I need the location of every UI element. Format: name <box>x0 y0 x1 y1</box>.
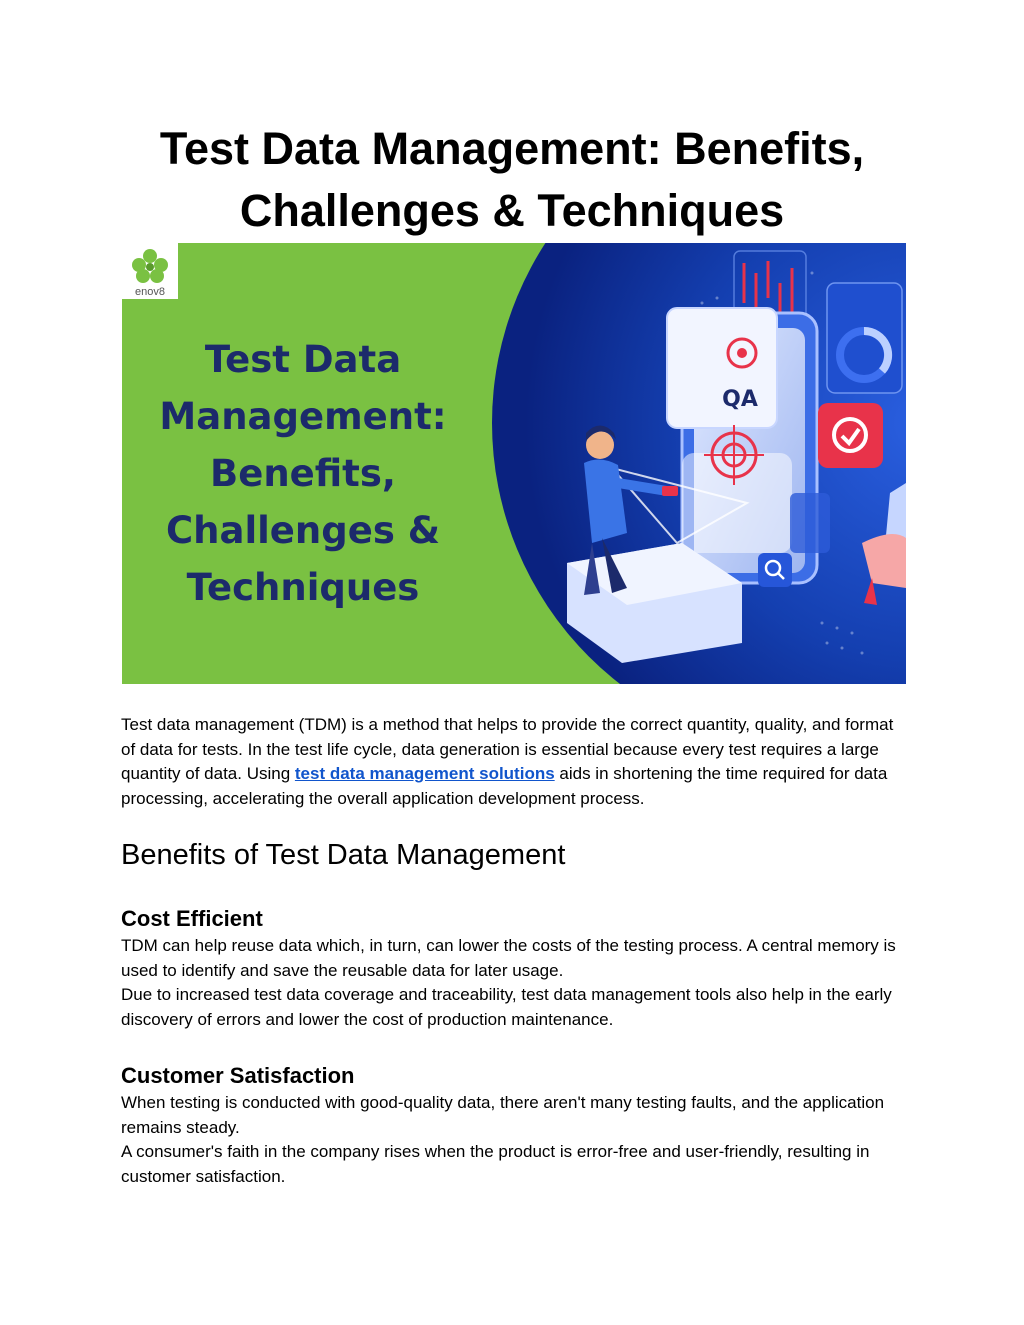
title-line-1: Test Data Management: Benefits, <box>159 123 865 174</box>
qa-card <box>667 308 777 428</box>
cost-efficient-heading: Cost Efficient <box>121 906 263 931</box>
banner-heading-line-3: Benefits, <box>210 452 396 495</box>
customer-satisfaction-paragraph-2: A consumer's faith in the company rises when the product is error-free and user-friendly, resulting in customer satisfaction. <box>121 1142 870 1186</box>
search-icon <box>758 553 792 587</box>
customer-satisfaction-heading: Customer Satisfaction <box>121 1063 355 1088</box>
check-icon <box>818 403 883 468</box>
logo-text: enov8 <box>135 286 165 298</box>
title-line-2: Challenges & Techniques <box>239 185 785 236</box>
banner-heading-line-1: Test Data <box>204 338 402 381</box>
banner-illustration <box>122 243 906 684</box>
donut-chart-icon <box>827 283 902 393</box>
benefits-heading: Benefits of Test Data Management <box>121 839 566 871</box>
banner-heading-line-4: Challenges & <box>165 509 441 552</box>
document-title <box>0 118 1024 242</box>
intro-paragraph <box>121 713 911 811</box>
banner-heading-line-5: Techniques <box>186 566 420 609</box>
banner-heading-line-2: Management: <box>159 395 447 438</box>
intro-text-after-link: aids in shortening the time required for data processing, accelerating the overall application development process. <box>121 764 888 808</box>
test-data-management-solutions-link[interactable]: test data management solutions <box>294 764 555 783</box>
qa-badge: QA <box>722 387 758 412</box>
cost-efficient-paragraph-2: Due to increased test data coverage and traceability, test data management tools also help in the early discovery of errors and lower the cost of production maintenance. <box>121 985 892 1029</box>
cost-efficient-paragraph-1: TDM can help reuse data which, in turn, can lower the costs of the testing process. A central memory is used to identify and save the reusable data for later usage. <box>121 936 896 980</box>
intro-text-before-link: Test data management (TDM) is a method that helps to provide the correct quantity, quality, and format of data for tests. In the test life cycle, data generation is essential because every test requires a large quantity of data. Using <box>121 715 894 783</box>
customer-satisfaction-paragraph-1: When testing is conducted with good-quality data, there aren't many testing faults, and the application remains steady. <box>121 1093 885 1137</box>
hero-banner-image <box>122 243 906 684</box>
